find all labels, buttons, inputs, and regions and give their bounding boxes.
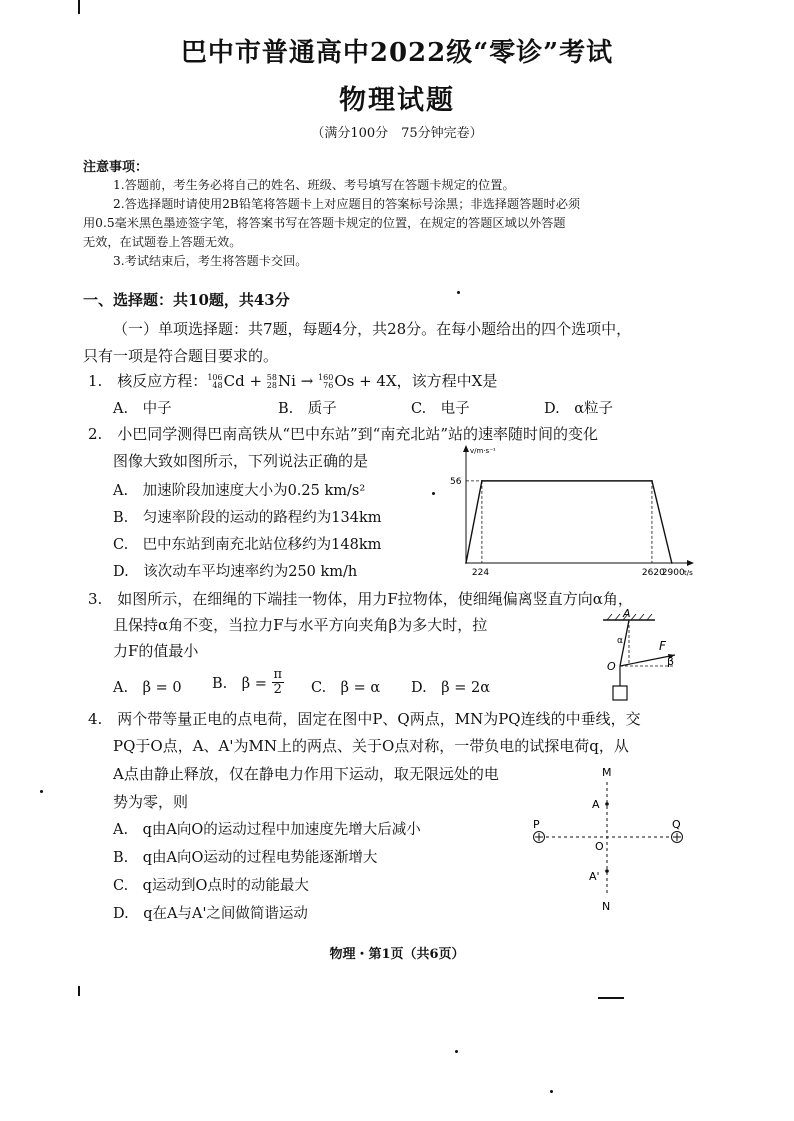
scan-speck bbox=[457, 291, 460, 294]
velocity-time-chart bbox=[440, 445, 700, 580]
q3-option-a: A. β = 0 bbox=[113, 680, 182, 696]
page-footer: 物理・第1页（共6页） bbox=[329, 947, 465, 962]
point-a2-dot bbox=[605, 869, 609, 873]
q2-option-c: C. 巴中东站到南充北站位移约为148km bbox=[113, 537, 382, 553]
label-a-prime: A' bbox=[589, 870, 600, 883]
q2-line1: 2. 小巴同学测得巴南高铁从“巴中东站”到“南充北站”站的速率随时间的变化 bbox=[88, 425, 598, 443]
data-point bbox=[671, 562, 673, 564]
q1-cd-charge: 48 bbox=[212, 381, 223, 390]
q1-ni: Ni bbox=[277, 372, 296, 390]
section-sub-line1: （一）单项选择题：共7题，每题4分，共28分。在每小题给出的四个选项中， bbox=[113, 320, 632, 338]
notice-item-2-cont: 用0.5毫米黑色墨迹签字笔，将答案书写在答题卡规定的位置，在规定的答题区域以外答题 bbox=[83, 216, 566, 230]
y-axis-arrowhead bbox=[463, 445, 469, 452]
q3-option-b bbox=[212, 668, 284, 697]
q1-os: Os bbox=[334, 372, 355, 390]
alpha-label: α bbox=[617, 636, 623, 646]
q1-cd-mass: 106 bbox=[207, 373, 223, 382]
q1-ni-charge: 28 bbox=[266, 381, 277, 390]
q3-option-d: D. β = 2α bbox=[411, 680, 490, 696]
q1-prefix: 1. 核反应方程： bbox=[88, 372, 208, 390]
series-line bbox=[466, 481, 672, 563]
section-heading: 一、选择题：共10题，共43分 bbox=[83, 291, 290, 309]
label-a: A bbox=[592, 798, 600, 811]
q2-option-d: D. 该次动车平均速率约为250 km/h bbox=[113, 564, 358, 580]
y-tick-label: 56 bbox=[450, 476, 462, 487]
section-sub-line2: 只有一项是符合题目要求的。 bbox=[83, 347, 279, 365]
q1-option-a: A. 中子 bbox=[113, 401, 172, 417]
scan-speck bbox=[40, 790, 43, 793]
x-tick-label: 2900 bbox=[661, 568, 685, 578]
q4-line2: PQ于O点，A、A'为MN上的两点、关于O点对称，一带负电的试探电荷q，从 bbox=[113, 737, 629, 755]
q4-option-b: B. q由A向O运动的过程电势能逐渐增大 bbox=[113, 850, 378, 866]
scan-mark bbox=[598, 997, 624, 999]
x-tick-label: 224 bbox=[471, 568, 490, 578]
label-q: Q bbox=[672, 818, 681, 831]
score-note: （满分100分 75分钟完卷） bbox=[311, 126, 483, 141]
hanging-block bbox=[613, 686, 627, 700]
q1-option-c: C. 电子 bbox=[411, 401, 470, 417]
q3-line1: 3. 如图所示，在细绳的下端挂一物体，用力F拉物体，使细绳偏离竖直方向α角， bbox=[88, 590, 633, 608]
notice-heading: 注意事项： bbox=[83, 160, 149, 175]
q4-option-d: D. q在A与A'之间做简谐运动 bbox=[113, 906, 308, 922]
label-o: O bbox=[595, 840, 604, 853]
q1-ni-mass: 58 bbox=[266, 373, 277, 382]
force-f-label: F bbox=[659, 639, 666, 653]
q2-option-b: B. 匀速率阶段的运动的路程约为134km bbox=[113, 510, 382, 526]
q1-stem bbox=[88, 370, 497, 391]
point-charge-diagram bbox=[525, 762, 695, 917]
point-a-dot bbox=[605, 802, 609, 806]
scan-speck bbox=[432, 492, 435, 495]
q3-option-b-denominator: 2 bbox=[273, 682, 282, 697]
q4-line3: A点由静止释放，仅在静电力作用下运动，取无限远处的电 bbox=[113, 765, 499, 783]
q3-option-b-numerator: π bbox=[273, 667, 283, 682]
q1-option-d: D. α粒子 bbox=[544, 401, 614, 417]
q4-line4: 势为零，则 bbox=[113, 793, 189, 811]
beta-label: β bbox=[667, 655, 675, 668]
q4-option-a: A. q由A向O的运动过程中加速度先增大后减小 bbox=[113, 822, 421, 838]
y-axis-label: v/m·s⁻¹ bbox=[470, 447, 496, 455]
q3-option-c: C. β = α bbox=[311, 680, 381, 696]
q2-line2: 图像大致如图所示，下列说法正确的是 bbox=[113, 452, 369, 470]
q1-arrow: → bbox=[295, 372, 319, 390]
q1-cd: Cd bbox=[223, 372, 245, 390]
data-point bbox=[465, 562, 467, 564]
point-o-label: O bbox=[607, 660, 616, 673]
label-m: M bbox=[602, 766, 612, 779]
q3-option-b-prefix: B. β = bbox=[212, 676, 267, 692]
q1-option-b: B. 质子 bbox=[278, 401, 337, 417]
label-p: P bbox=[533, 818, 540, 831]
q4-option-c: C. q运动到O点时的动能最大 bbox=[113, 878, 309, 894]
scan-mark bbox=[78, 0, 80, 14]
q1-os-mass: 160 bbox=[318, 373, 334, 382]
q2-option-a: A. 加速阶段加速度大小为0.25 km/s² bbox=[113, 483, 366, 499]
rope-force-diagram bbox=[595, 608, 705, 708]
notice-item-2-cont2: 无效，在试题卷上答题无效。 bbox=[83, 235, 242, 249]
scan-speck bbox=[455, 1050, 458, 1053]
q1-suffix: + 4X，该方程中X是 bbox=[354, 372, 498, 390]
exam-title: 巴中市普通高中2022级“零诊”考试 bbox=[180, 38, 614, 68]
x-axis-label: t/s bbox=[684, 569, 693, 577]
point-a-label: A bbox=[623, 608, 631, 620]
x-axis-arrowhead bbox=[687, 560, 694, 566]
q4-line1: 4. 两个带等量正电的点电荷，固定在图中P、Q两点，MN为PQ连线的中垂线，交 bbox=[88, 710, 641, 728]
notice-item-3: 3.考试结束后，考生将答题卡交回。 bbox=[113, 254, 308, 268]
notice-item-1: 1.答题前，考生务必将自己的姓名、班级、考号填写在答题卡规定的位置。 bbox=[113, 178, 515, 192]
scan-mark bbox=[78, 986, 80, 996]
scan-speck bbox=[550, 1090, 553, 1093]
exam-subtitle: 物理试题 bbox=[339, 85, 455, 116]
x-tick-label: 2620 bbox=[641, 568, 665, 578]
q3-line3: 力F的值最小 bbox=[113, 642, 199, 660]
q3-line2: 且保持α角不变，当拉力F与水平方向夹角β为多大时，拉 bbox=[113, 616, 488, 634]
label-n: N bbox=[602, 900, 611, 913]
q1-plus: + bbox=[244, 372, 267, 390]
notice-item-2: 2.答选择题时请使用2B铅笔将答题卡上对应题目的答案标号涂黑；非选择题答题时必须 bbox=[113, 197, 581, 211]
q1-os-charge: 76 bbox=[323, 381, 334, 390]
